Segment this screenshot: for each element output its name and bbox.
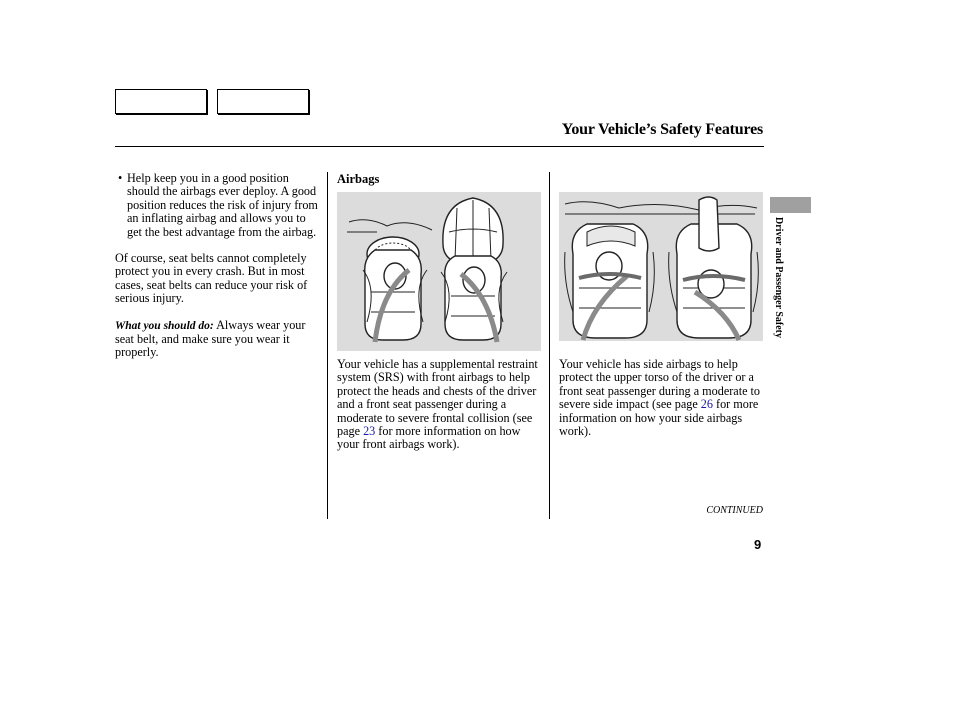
continued-label: CONTINUED xyxy=(706,505,763,516)
bullet-icon: • xyxy=(118,171,123,185)
section-tab[interactable] xyxy=(770,197,811,213)
what-you-should-do xyxy=(115,319,320,360)
header-divider xyxy=(115,146,764,147)
column-divider-1 xyxy=(327,172,328,519)
section-tab-label: Driver and Passenger Safety xyxy=(773,217,784,339)
column-divider-2 xyxy=(549,172,550,519)
front-airbags-text xyxy=(337,358,545,452)
seat-belt-paragraph: Of course, seat belts cannot completely protect you in every crash. But in most cases, seat belts can reduce your risk of serious injury. xyxy=(115,251,308,306)
page-26-link[interactable]: 26 xyxy=(700,397,713,412)
side-airbags-text xyxy=(559,358,767,438)
page-23-link[interactable]: 23 xyxy=(363,424,376,439)
bullet-text: Help keep you in a good position should the airbags ever deploy. A good position reduces the risk of injury from an inflating airbag and allows you to get the best advantage from the airbag. xyxy=(127,171,318,239)
front-airbags-text-part: Your vehicle has a supplemental restraint system (SRS) with front airbags to help protect the heads and chests of the driver and a front seat passenger during a moderate to severe frontal collision (see page xyxy=(337,357,538,439)
side-airbags-illustration xyxy=(559,192,763,341)
what-you-should-do-text: Always wear your seat belt, and make sure you wear it properly. xyxy=(115,317,306,360)
column-1 xyxy=(115,172,320,373)
nav-button-1[interactable] xyxy=(115,89,207,114)
side-airbags-drawing xyxy=(559,192,763,341)
front-airbags-text-end: for more information on how your front airbags work). xyxy=(337,424,521,452)
what-you-should-do-label: What you should do: xyxy=(115,319,214,332)
page-title: Your Vehicle’s Safety Features xyxy=(561,121,763,138)
side-airbags-text-end: for more information on how your side airbags work). xyxy=(559,397,759,439)
bullet-item xyxy=(115,172,320,239)
front-airbags-illustration xyxy=(337,192,541,351)
side-airbags-text-part: Your vehicle has side airbags to help protect the upper torso of the driver or a front seat passenger during a moderate to severe side impact (see page xyxy=(559,357,761,412)
airbags-heading: Airbags xyxy=(337,172,380,186)
page-number: 9 xyxy=(754,537,762,552)
nav-button-2[interactable] xyxy=(217,89,309,114)
front-airbags-drawing xyxy=(337,192,541,351)
